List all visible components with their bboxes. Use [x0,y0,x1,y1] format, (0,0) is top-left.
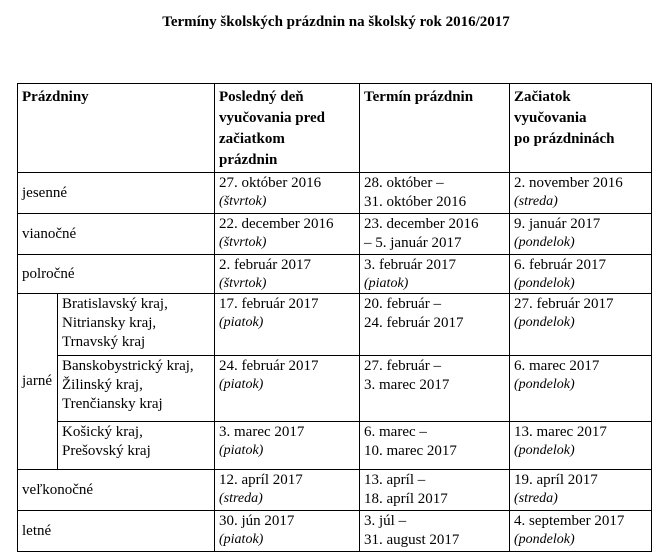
holiday-schedule-table [17,83,652,552]
last-day-cell: 30. jún 2017 (piatok) [215,511,360,552]
holiday-name-spring: jarné [18,294,58,470]
holiday-name: jesenné [18,173,215,214]
start-cell: 2. november 2016 (streda) [510,173,652,214]
table-row [18,470,652,511]
holiday-name: veľkonočné [18,470,215,511]
start-cell: 6. február 2017 (pondelok) [510,255,652,294]
table-row [18,294,652,356]
term-cell: 13. apríl – 18. apríl 2017 [360,470,510,511]
last-day-cell: 12. apríl 2017 (streda) [215,470,360,511]
region-cell: Banskobystrický kraj, Žilinský kraj, Trenčiansky kraj [58,356,215,422]
table-row [18,214,652,255]
term-cell: 23. december 2016 – 5. január 2017 [360,214,510,255]
last-day-cell: 2. február 2017 (štvrtok) [215,255,360,294]
region-cell: Košický kraj, Prešovský kraj [58,422,215,470]
table-row [18,255,652,294]
last-day-cell: 3. marec 2017 (piatok) [215,422,360,470]
term-cell: 6. marec – 10. marec 2017 [360,422,510,470]
table-row [18,511,652,552]
start-cell: 6. marec 2017 (pondelok) [510,356,652,422]
start-cell: 13. marec 2017 (pondelok) [510,422,652,470]
region-cell: Bratislavský kraj, Nitriansky kraj, Trnavský kraj [58,294,215,356]
table-row [18,173,652,214]
table-row [18,422,652,470]
term-cell: 3. júl – 31. august 2017 [360,511,510,552]
last-day-cell: 22. december 2016 (štvrtok) [215,214,360,255]
header-holidays: Prázdniny [18,84,215,173]
term-cell: 27. február – 3. marec 2017 [360,356,510,422]
term-cell: 3. február 2017 (piatok) [360,255,510,294]
start-cell: 4. september 2017 (pondelok) [510,511,652,552]
last-day-cell: 17. február 2017 (piatok) [215,294,360,356]
last-day-cell: 27. október 2016 (štvrtok) [215,173,360,214]
header-start: Začiatok vyučovania po prázdninách [510,84,652,173]
term-cell: 28. október – 31. október 2016 [360,173,510,214]
last-day-cell: 24. február 2017 (piatok) [215,356,360,422]
start-cell: 9. január 2017 (pondelok) [510,214,652,255]
start-cell: 19. apríl 2017 (streda) [510,470,652,511]
document-title: Termíny školských prázdnin na školský rok 2016/2017 [162,14,510,30]
table-row [18,356,652,422]
header-term: Termín prázdnin [360,84,510,173]
holiday-name: letné [18,511,215,552]
holiday-name: vianočné [18,214,215,255]
header-last-day: Posledný deň vyučovania pred začiatkom prázdnin [215,84,360,173]
header-row [18,84,652,173]
term-cell: 20. február – 24. február 2017 [360,294,510,356]
holiday-name: polročné [18,255,215,294]
start-cell: 27. február 2017 (pondelok) [510,294,652,356]
